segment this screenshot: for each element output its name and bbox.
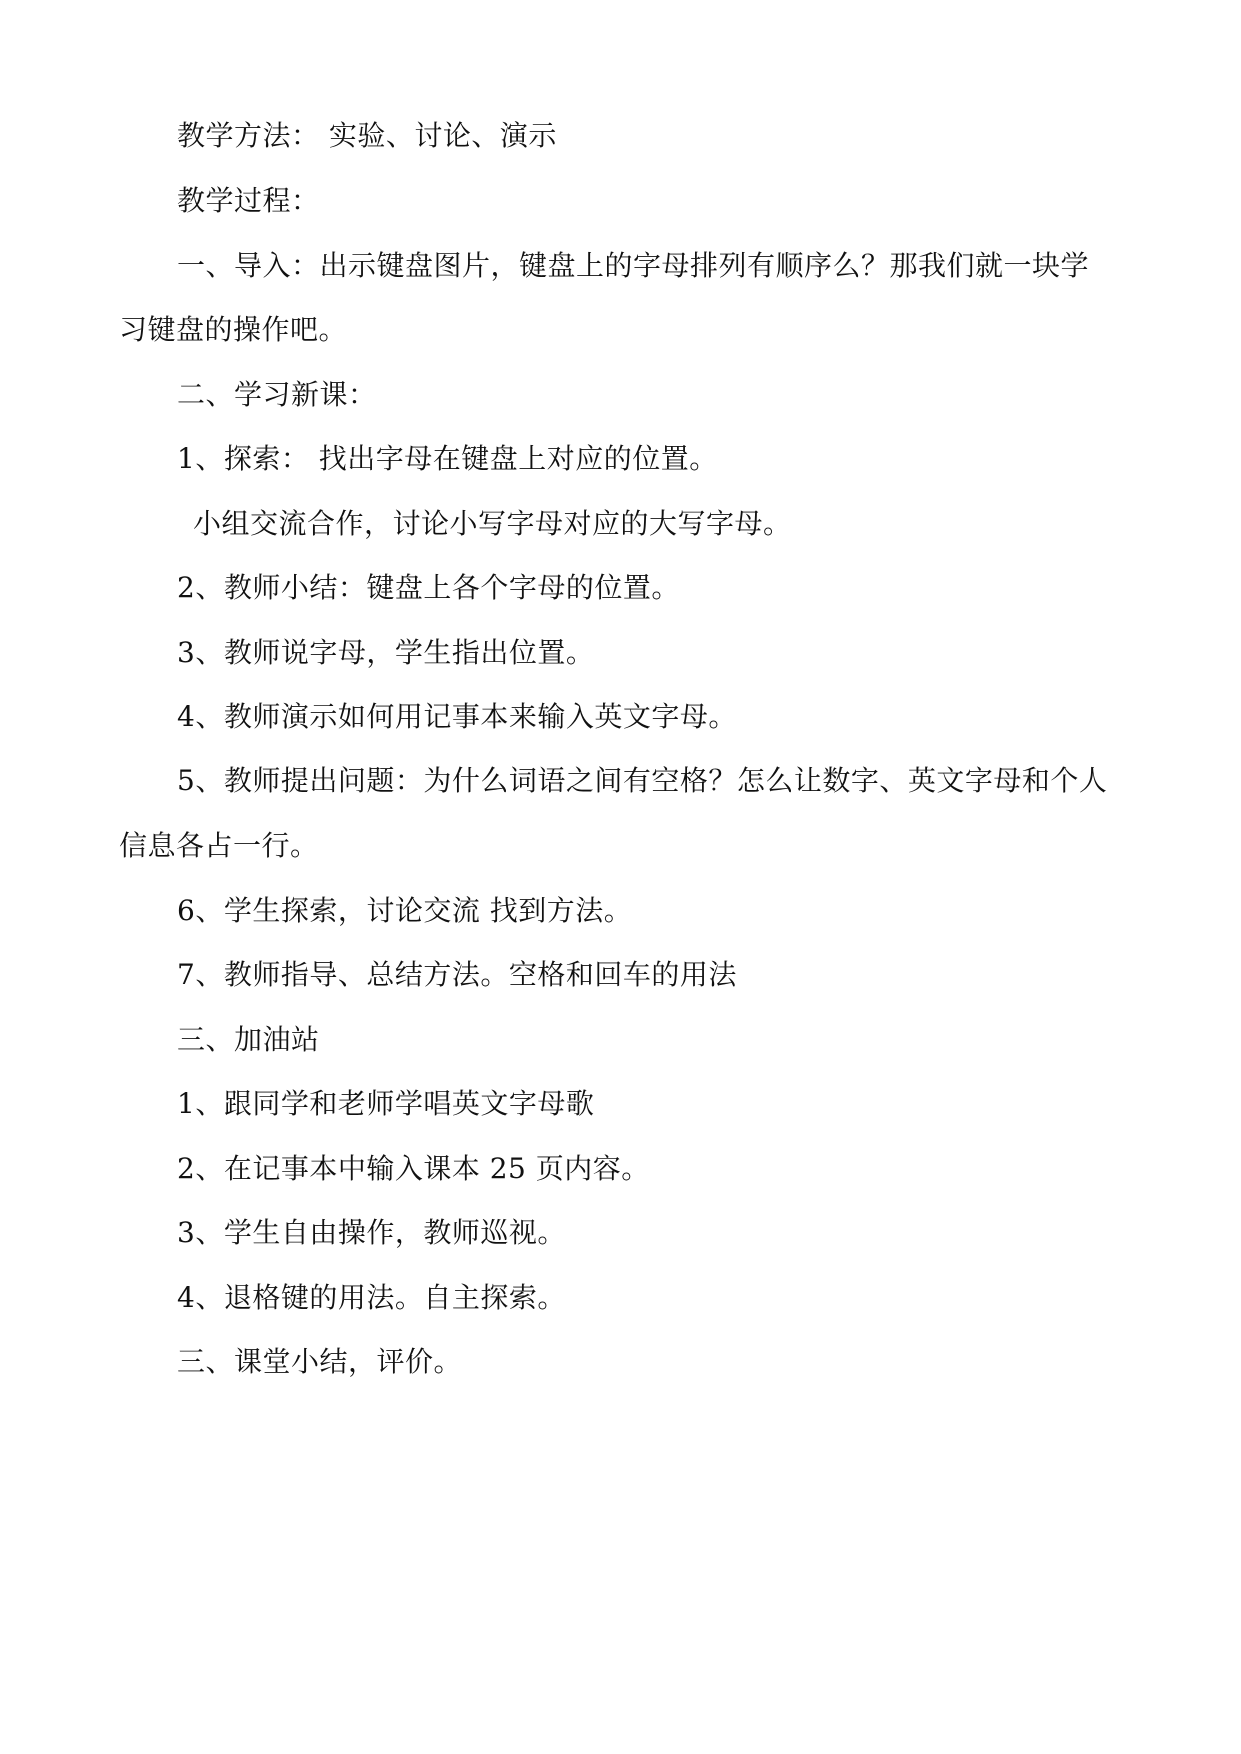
step-1-line: 1、探索： 找出字母在键盘上对应的位置。: [177, 442, 718, 475]
summary-heading: 三、课堂小结，评价。: [177, 1345, 463, 1378]
practice-heading: 三、加油站: [177, 1023, 320, 1056]
step-2-line: 2、教师小结：键盘上各个字母的位置。: [177, 571, 680, 604]
practice-item-1: 1、跟同学和老师学唱英文字母歌: [177, 1087, 595, 1120]
teaching-process-heading: 教学过程：: [177, 184, 320, 217]
step-4-line: 4、教师演示如何用记事本来输入英文字母。: [177, 700, 737, 733]
new-lesson-heading: 二、学习新课：: [177, 378, 377, 411]
practice-item-4: 4、退格键的用法。自主探索。: [177, 1281, 566, 1314]
step-5-line-1: 5、教师提出问题：为什么词语之间有空格？怎么让数字、英文字母和个人: [177, 764, 1108, 797]
group-discussion-line: 小组交流合作，讨论小写字母对应的大写字母。: [193, 507, 792, 540]
practice-item-2: 2、在记事本中输入课本 25 页内容。: [177, 1152, 650, 1185]
step-6-line: 6、学生探索，讨论交流 找到方法。: [177, 894, 633, 927]
step-7-line: 7、教师指导、总结方法。空格和回车的用法: [177, 958, 737, 991]
practice-item-3: 3、学生自由操作，教师巡视。: [177, 1216, 566, 1249]
step-3-line: 3、教师说字母，学生指出位置。: [177, 636, 595, 669]
step-5-line-2: 信息各占一行。: [119, 829, 319, 862]
intro-line-1: 一、导入：出示键盘图片，键盘上的字母排列有顺序么？那我们就一块学: [177, 249, 1090, 282]
teaching-method-line: 教学方法： 实验、讨论、演示: [177, 119, 557, 152]
intro-line-2: 习键盘的操作吧。: [119, 313, 348, 346]
